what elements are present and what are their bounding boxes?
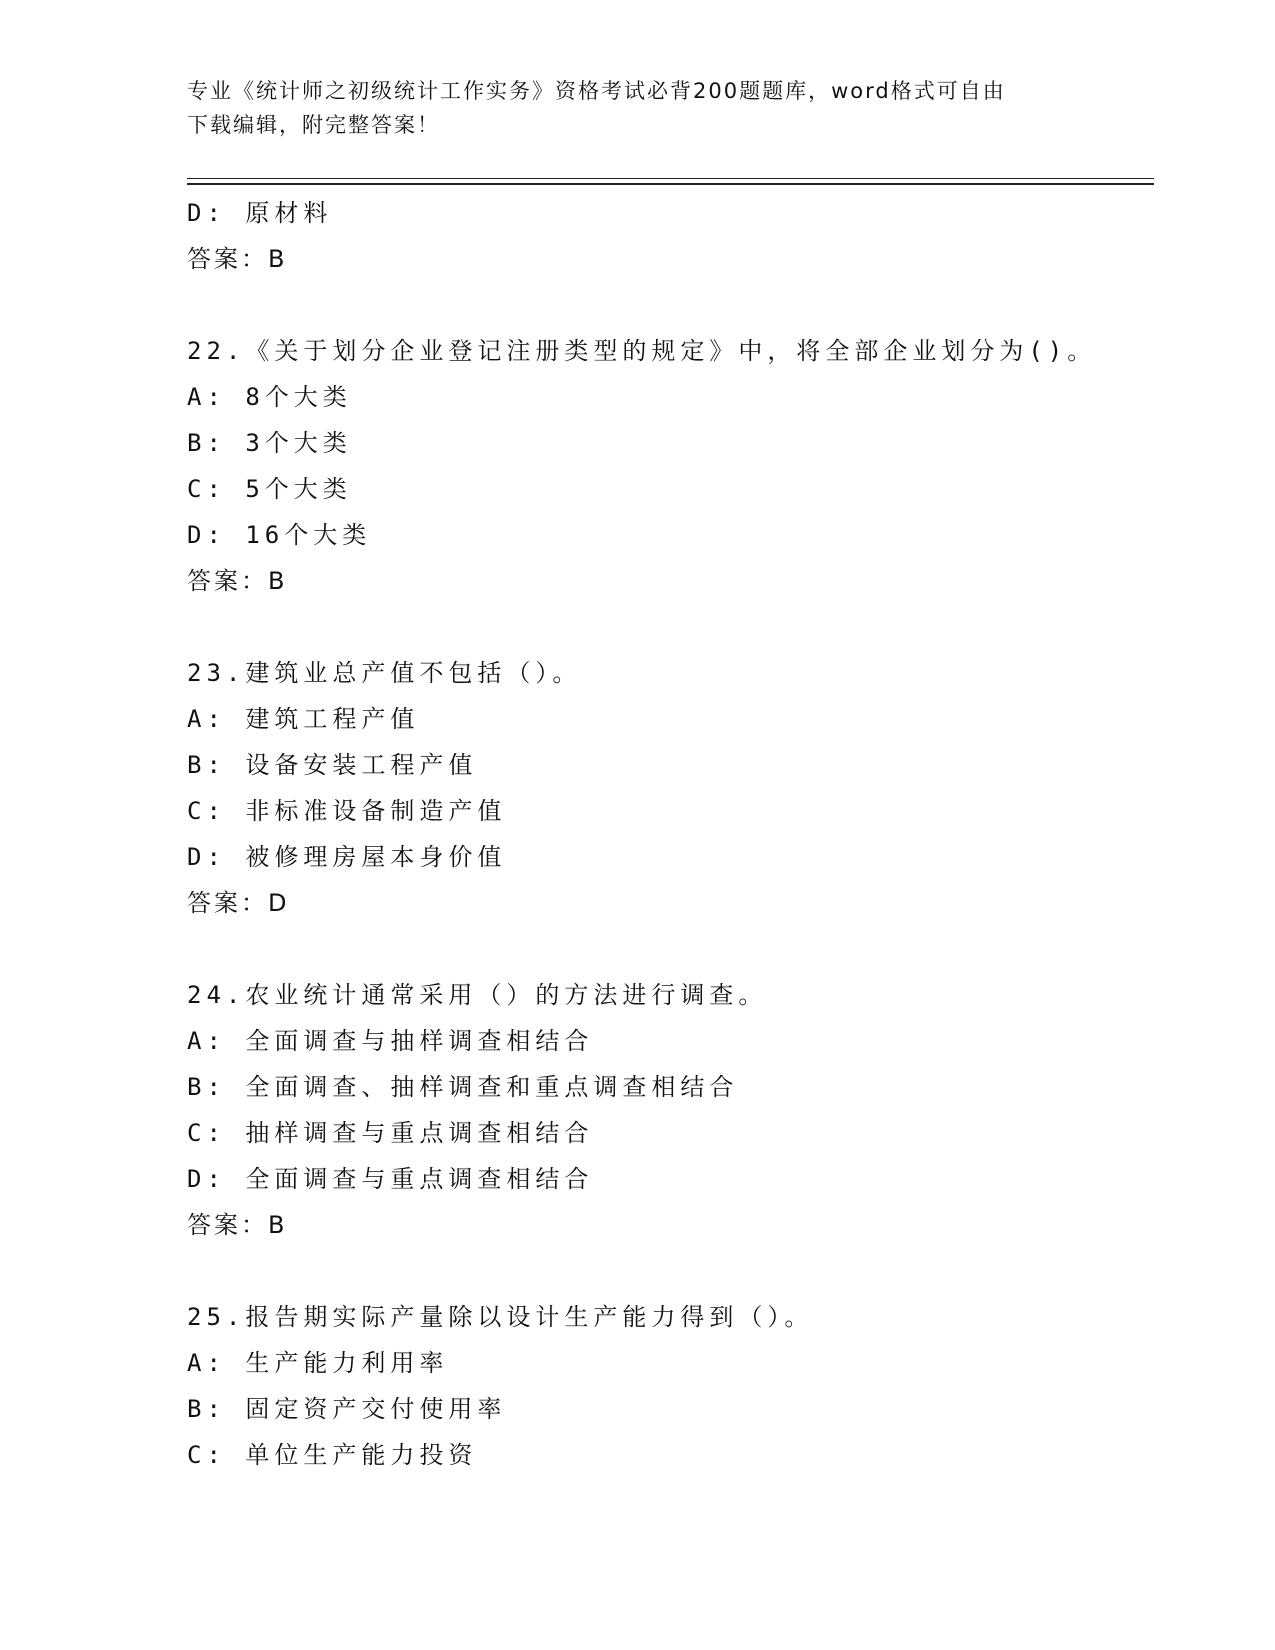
option-c: C: 抽样调查与重点调查相结合 xyxy=(187,1119,594,1147)
option-b: B: 设备安装工程产值 xyxy=(187,751,478,779)
question-23 xyxy=(187,650,1154,926)
header-divider-thin xyxy=(187,178,1154,179)
header-line-2: 下载编辑，附完整答案！ xyxy=(187,113,440,137)
answer: 答案：B xyxy=(187,1211,288,1239)
question-21-tail xyxy=(187,190,1154,282)
header-line-1: 专业《统计师之初级统计工作实务》资格考试必背200题题库，word格式可自由 xyxy=(187,79,1006,103)
option-c: C: 单位生产能力投资 xyxy=(187,1441,478,1469)
option-d: D: 全面调查与重点调查相结合 xyxy=(187,1165,594,1193)
option-b: B: 全面调查、抽样调查和重点调查相结合 xyxy=(187,1073,739,1101)
spacer xyxy=(187,282,1154,328)
option-a: A: 8个大类 xyxy=(187,383,352,411)
header-divider-thick xyxy=(187,183,1154,185)
option-d: D: 16个大类 xyxy=(187,521,372,549)
option-b: B: 3个大类 xyxy=(187,429,352,457)
answer: 答案：B xyxy=(187,567,288,595)
spacer xyxy=(187,1248,1154,1294)
option-d: D: 原材料 xyxy=(187,199,333,227)
spacer xyxy=(187,604,1154,650)
option-a: A: 全面调查与抽样调查相结合 xyxy=(187,1027,594,1055)
question-24 xyxy=(187,972,1154,1248)
option-c: C: 非标准设备制造产值 xyxy=(187,797,507,825)
question-stem: 22.《关于划分企业登记注册类型的规定》中，将全部企业划分为()。 xyxy=(187,337,1097,365)
spacer xyxy=(187,926,1154,972)
option-b: B: 固定资产交付使用率 xyxy=(187,1395,507,1423)
question-stem: 24.农业统计通常采用（）的方法进行调查。 xyxy=(187,981,768,1009)
question-stem: 23.建筑业总产值不包括（）。 xyxy=(187,659,582,687)
option-d: D: 被修理房屋本身价值 xyxy=(187,843,507,871)
document-header xyxy=(187,74,1087,142)
question-stem: 25.报告期实际产量除以设计生产能力得到（）。 xyxy=(187,1303,814,1331)
option-c: C: 5个大类 xyxy=(187,475,352,503)
question-22 xyxy=(187,328,1154,604)
question-25 xyxy=(187,1294,1154,1478)
question-list xyxy=(187,190,1154,1478)
answer: 答案：B xyxy=(187,245,288,273)
option-a: A: 生产能力利用率 xyxy=(187,1349,449,1377)
option-a: A: 建筑工程产值 xyxy=(187,705,420,733)
answer: 答案：D xyxy=(187,889,290,917)
